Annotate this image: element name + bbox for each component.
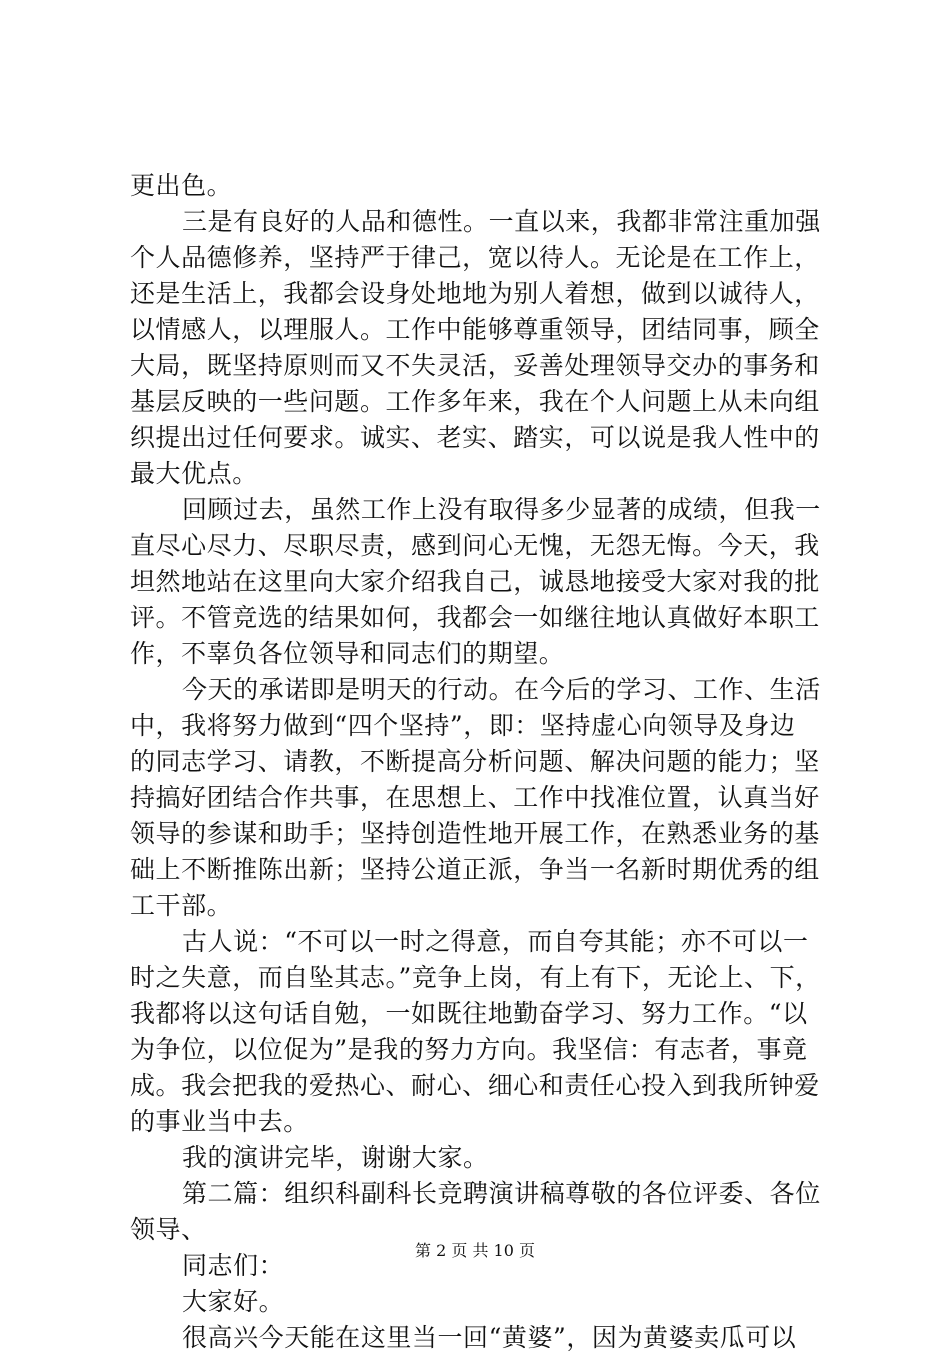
text-line: 中，我将努力做到“四个坚持”，即：坚持虚心向领导及身边 xyxy=(130,711,796,740)
text-line: 同志们： xyxy=(182,1251,285,1280)
text-line: 今天的承诺即是明天的行动。在今后的学习、工作、生活 xyxy=(182,675,821,704)
text-line: 的同志学习、请教，不断提高分析问题、解决问题的能力；坚 xyxy=(130,747,820,776)
text-line: 还是生活上，我都会设身处地地为别人着想，做到以诚待人， xyxy=(130,279,820,308)
text-line: 领导的参谋和助手；坚持创造性地开展工作，在熟悉业务的基 xyxy=(130,819,820,848)
text-line: 第二篇：组织科副科长竞聘演讲稿尊敬的各位评委、各位 xyxy=(182,1179,821,1208)
text-line: 大局，既坚持原则而又不失灵活，妥善处理领导交办的事务和 xyxy=(130,351,820,380)
text-line: 更出色。 xyxy=(130,171,233,200)
text-line: 我都将以这句话自勉，一如既往地勤奋学习、努力工作。“以 xyxy=(130,999,808,1028)
text-line: 工干部。 xyxy=(130,891,233,920)
text-line: 织提出过任何要求。诚实、老实、踏实，可以说是我人性中的 xyxy=(130,423,820,452)
text-line: 我的演讲完毕，谢谢大家。 xyxy=(182,1143,489,1172)
text-line: 评。不管竞选的结果如何，我都会一如继往地认真做好本职工 xyxy=(130,603,820,632)
text-line: 持搞好团结合作共事，在思想上、工作中找准位置，认真当好 xyxy=(130,783,820,812)
text-line: 以情感人，以理服人。工作中能够尊重领导，团结同事，顾全 xyxy=(130,315,820,344)
text-line: 基层反映的一些问题。工作多年来，我在个人问题上从未向组 xyxy=(130,387,820,416)
text-line: 回顾过去，虽然工作上没有取得多少显著的成绩，但我一 xyxy=(182,495,821,524)
text-line: 坦然地站在这里向大家介绍我自己，诚恳地接受大家对我的批 xyxy=(130,567,820,596)
text-line: 时之失意，而自坠其志。”竞争上岗，有上有下，无论上、下， xyxy=(130,963,821,992)
text-line: 为争位，以位促为”是我的努力方向。我坚信：有志者，事竟 xyxy=(130,1035,808,1064)
text-line: 最大优点。 xyxy=(130,459,258,488)
text-line: 领导、 xyxy=(130,1215,207,1244)
document-body xyxy=(130,168,832,1356)
text-line: 的事业当中去。 xyxy=(130,1107,309,1136)
text-line: 三是有良好的人品和德性。一直以来，我都非常注重加强 xyxy=(182,207,821,236)
text-line: 础上不断推陈出新；坚持公道正派，争当一名新时期优秀的组 xyxy=(130,855,820,884)
text-line: 成。我会把我的爱热心、耐心、细心和责任心投入到我所钟爱 xyxy=(130,1071,820,1100)
text-line: 作，不辜负各位领导和同志们的期望。 xyxy=(130,639,565,668)
text-line: 个人品德修养，坚持严于律己，宽以待人。无论是在工作上， xyxy=(130,243,820,272)
page-number-footer: 第 2 页 共 10 页 xyxy=(415,1241,535,1260)
text-line: 很高兴今天能在这里当一回“黄婆”，因为黄婆卖瓜可以 xyxy=(182,1323,797,1352)
text-line: 古人说：“不可以一时之得意，而自夸其能；亦不可以一 xyxy=(182,927,809,956)
text-line: 大家好。 xyxy=(182,1287,285,1316)
text-line: 直尽心尽力、尽职尽责，感到问心无愧，无怨无悔。今天，我 xyxy=(130,531,820,560)
